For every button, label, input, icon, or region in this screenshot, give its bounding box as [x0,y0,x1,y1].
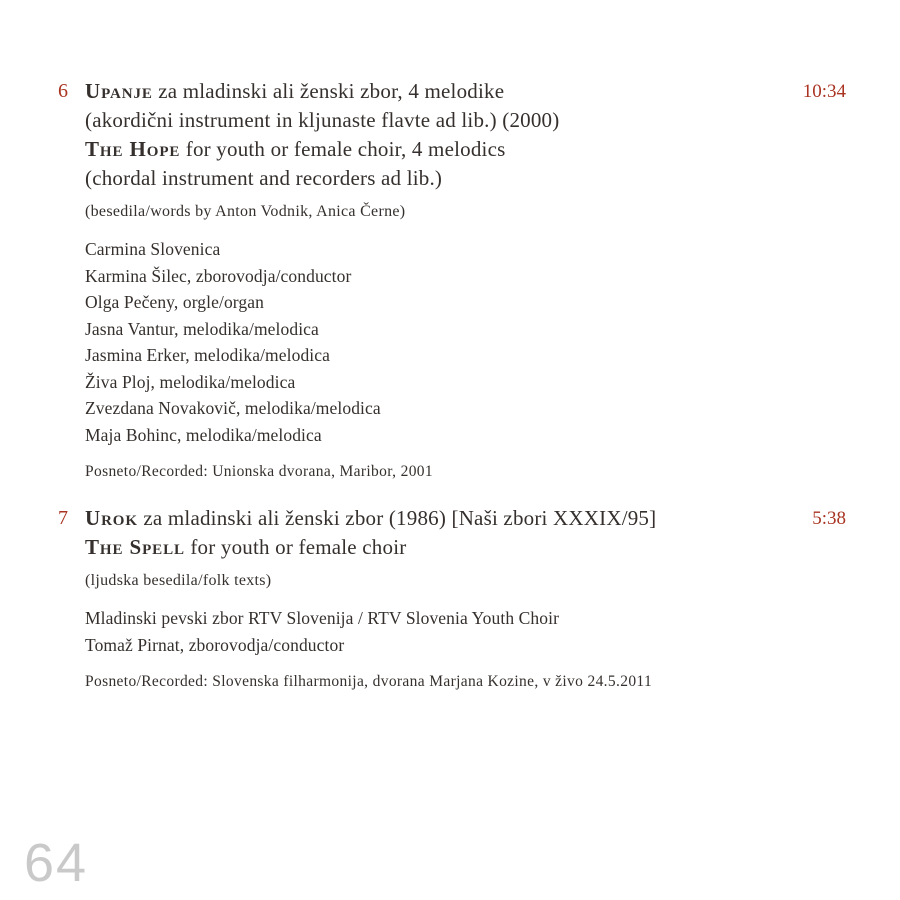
track-body [85,504,776,693]
track-title-text: za mladinski ali ženski zbor, 4 melodike [152,79,505,103]
track-title-line [85,504,776,533]
track-title-line [85,533,776,562]
performers-list [85,236,776,448]
performer-line: Tomaž Pirnat, zborovodja/conductor [85,634,345,655]
recording-info-line: Posneto/Recorded: Unionska dvorana, Maribor, 2001 [85,463,433,480]
track-entry [58,504,846,693]
track-title-smallcaps: The Spell [85,535,185,559]
performers-list [85,605,776,658]
track-title-line [85,77,776,106]
performer-line: Olga Pečeny, orgle/organ [85,292,264,312]
track-entry [58,77,846,483]
performer-line: Jasna Vantur, melodika/melodica [85,318,319,339]
track-duration: 10:34 [802,81,846,102]
track-title-smallcaps: The Hope [85,137,181,161]
track-title-smallcaps: Urok [85,506,138,530]
performer-line: Karmina Šilec, zborovodja/conductor [85,265,352,286]
track-title-text: za mladinski ali ženski zbor (1986) [Naši zbori XXXIX/95] [137,506,657,530]
performer-line: Jasmina Erker, melodika/melodica [85,345,330,365]
performer-line: Mladinski pevski zbor RTV Slovenija / RTV Slovenia Youth Choir [85,608,560,628]
track-number: 7 [58,507,68,529]
recording-info-line: Posneto/Recorded: Slovenska filharmonija, dvorana Marjana Kozine, v živo 24.5.2011 [85,673,653,690]
track-title-text: (chordal instrument and recorders ad lib.) [85,166,443,190]
track-body [85,77,776,483]
track-duration: 5:38 [812,508,846,529]
texts-credit-line: (ljudska besedila/folk texts) [85,572,272,589]
track-number: 6 [58,80,68,102]
track-title-text: for youth or female choir, 4 melodics [180,137,506,161]
track-title-line [85,106,776,135]
performer-line: Živa Ploj, melodika/melodica [85,371,296,392]
track-title-smallcaps: Upanje [85,79,153,103]
performer-line: Carmina Slovenica [85,239,221,259]
track-title-line [85,164,776,193]
track-title-text: (akordični instrument in kljunaste flavte ad lib.) (2000) [85,108,560,132]
track-title-text: for youth or female choir [184,535,407,559]
page-number: 64 [24,833,89,893]
performer-line: Zvezdana Novakovič, melodika/melodica [85,398,381,418]
performer-line: Maja Bohinc, melodika/melodica [85,424,322,445]
texts-credit-line: (besedila/words by Anton Vodnik, Anica Černe) [85,203,406,220]
track-title-line [85,135,776,164]
